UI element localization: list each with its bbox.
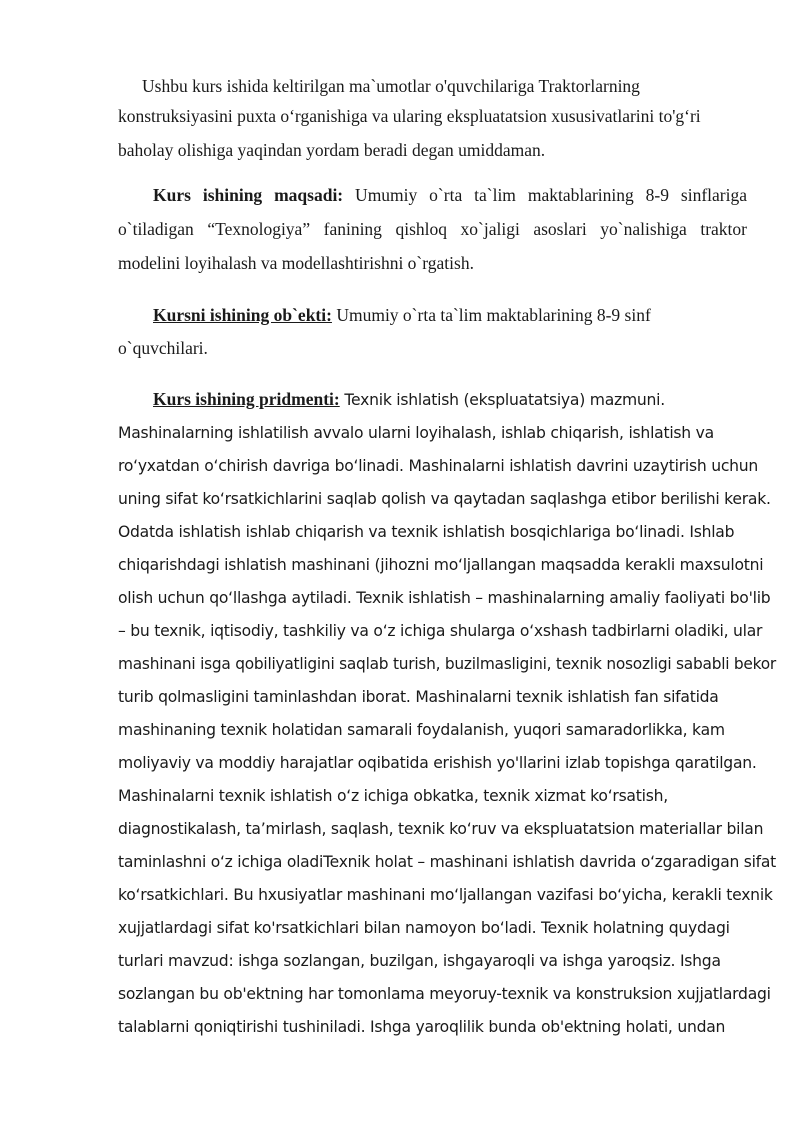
predmet-line: xujjatlardagi sifat ko'rsatkichlari bilan namoyon bo‘ladi. Texnik holatning quydagi xyxy=(118,919,730,937)
intro-line: baholay olishiga yaqindan yordam beradi degan umiddaman. xyxy=(118,140,546,160)
maqsad-line xyxy=(153,185,747,206)
predmet-line: Mashinalarning ishlatilish avvalo ularni loyihalash, ishlab chiqarish, ishlatish va xyxy=(118,424,714,442)
predmet-text: Texnik ishlatish (ekspluatatsiya) mazmuni. xyxy=(339,391,665,409)
predmet-line: mashinani isga qobiliyatligini saqlab turish, buzilmasligini, texnik nosozligi sababli bekor xyxy=(118,655,777,673)
predmet-line: uning sifat ko‘rsatkichlarini saqlab qolish va qaytadan saqlashga etibor berilishi kerak. xyxy=(118,490,771,508)
maqsad-line: modelini loyihalash va modellashtirishni o`rgatish. xyxy=(118,253,474,273)
intro-line: konstruksiyasini puxta o‘rganishiga va ularing ekspluatatsion xususivatlarini to'g‘ri xyxy=(118,106,701,126)
predmet-line xyxy=(153,389,665,410)
predmet-line: ko‘rsatkichlari. Bu hxusiyatlar mashinani mo‘ljallangan vazifasi bo‘yicha, kerakli texnik xyxy=(118,886,773,904)
predmet-line: turlari mavzud: ishga sozlangan, buzilgan, ishgayaroqli va ishga yaroqsiz. Ishga xyxy=(118,952,721,970)
predmet-line: taminlashni o‘z ichiga oladiTexnik holat – mashinani ishlatish davrida o‘zgaradigan sifat xyxy=(118,853,776,871)
predmet-line: Odatda ishlatish ishlab chiqarish va texnik ishlatish bosqichlariga bo‘linadi. Ishlab xyxy=(118,523,735,541)
maqsad-text: Umumiy o`rta ta`lim maktablarining 8-9 sinflariga xyxy=(343,185,748,205)
maqsad-line: o`tiladigan “Texnologiya” fanining qishloq xo`jaligi asoslari yo`nalishiga traktor xyxy=(118,219,747,239)
predmet-line: chiqarishdagi ishlatish mashinani (jihozni mo‘ljallangan maqsadda kerakli maxsulotni xyxy=(118,556,764,574)
predmet-heading: Kurs ishining pridmenti: xyxy=(153,389,340,409)
obyekt-line: o`quvchilari. xyxy=(118,338,208,358)
obyekt-line xyxy=(153,305,651,326)
obyekt-text: Umumiy o`rta ta`lim maktablarining 8-9 sinf xyxy=(331,305,651,325)
predmet-line: diagnostikalash, ta’mirlash, saqlash, texnik ko‘ruv va ekspluatatsion materiallar bilan xyxy=(118,820,764,838)
maqsad-heading: Kurs ishining maqsadi: xyxy=(153,185,344,205)
predmet-line: – bu texnik, iqtisodiy, tashkiliy va o‘z ichiga shularga o‘xshash tadbirlarni oladiki, ular xyxy=(118,622,763,640)
predmet-line: sozlangan bu ob'ektning har tomonlama meyoruy-texnik va konstruksion xujjatlardagi xyxy=(118,985,771,1003)
predmet-line: turib qolmasligini taminlashdan iborat. Mashinalarni texnik ishlatish fan sifatida xyxy=(118,688,719,706)
predmet-line: Mashinalarni texnik ishlatish o‘z ichiga obkatka, texnik xizmat ko‘rsatish, xyxy=(118,787,668,805)
predmet-line: talablarni qoniqtirishi tushiniladi. Ishga yaroqlilik bunda ob'ektning holati, undan xyxy=(118,1018,726,1036)
predmet-line: moliyaviy va moddiy harajatlar oqibatida erishish yo'llarini izlab topishga qaratilgan. xyxy=(118,754,757,772)
predmet-line: ro‘yxatdan o‘chirish davriga bo‘linadi. Mashinalarni ishlatish davrini uzaytirish uchun xyxy=(118,457,759,475)
predmet-line: mashinaning texnik holatidan samarali foydalanish, yuqori samaradorlikka, kam xyxy=(118,721,725,739)
intro-line: Ushbu kurs ishida keltirilgan ma`umotlar o'quvchilariga Traktorlarning xyxy=(142,76,640,96)
obyekt-heading: Kursni ishining ob`ekti: xyxy=(153,305,332,325)
predmet-line: olish uchun qo‘llashga aytiladi. Texnik ishlatish – mashinalarning amaliy faoliyati bo'lib xyxy=(118,589,771,607)
